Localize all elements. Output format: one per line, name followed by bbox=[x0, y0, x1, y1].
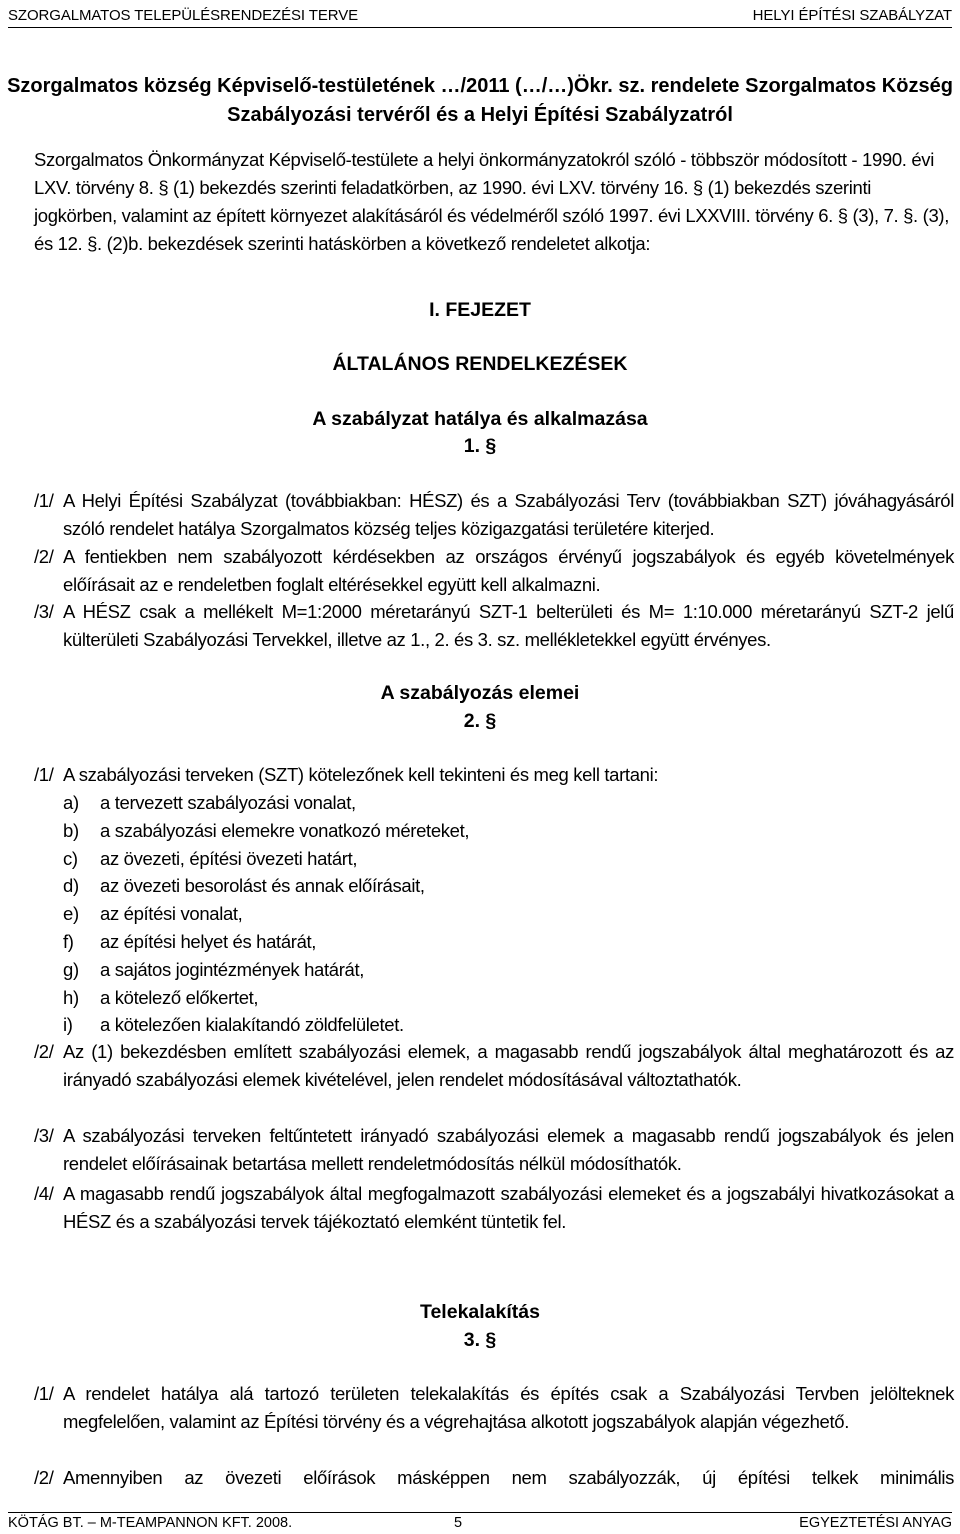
paragraph-text: A magasabb rendű jogszabályok által megfogalmazott szabályozási elemeket és a jogszabályi hivatkozásokat a HÉSZ és a szabályozási tervek tájékoztató elemként tüntetik fel. bbox=[63, 1183, 954, 1232]
list-item-text: az építési helyet és határát, bbox=[100, 930, 317, 952]
section-3-paragraph-2 bbox=[34, 1464, 954, 1492]
running-footer bbox=[8, 1515, 952, 1534]
list-item bbox=[63, 817, 923, 845]
header-right: HELYI ÉPÍTÉSI SZABÁLYZAT bbox=[752, 6, 952, 24]
paragraph-text: A szabályozási terveken (SZT) kötelezőnek kell tekinteni és meg kell tartani: bbox=[63, 764, 659, 785]
section-1-heading: A szabályzat hatálya és alkalmazása bbox=[312, 408, 648, 430]
section-2-paragraph-4 bbox=[34, 1180, 954, 1236]
list-item-text: az övezeti, építési övezeti határt, bbox=[100, 847, 358, 869]
section-2-paragraph-1 bbox=[34, 761, 954, 789]
chapter-title: ÁLTALÁNOS RENDELKEZÉSEK bbox=[332, 353, 628, 375]
section-1-number: 1. § bbox=[463, 435, 497, 457]
section-1-paragraph-3 bbox=[34, 598, 954, 654]
list-item bbox=[63, 984, 923, 1012]
section-3-number: 3. § bbox=[463, 1329, 497, 1351]
list-marker: f) bbox=[63, 930, 74, 952]
section-1-paragraph-1 bbox=[34, 487, 954, 543]
paragraph-text: A fentiekben nem szabályozott kérdésekben az országos érvényű jogszabályok és egyéb követelmények előírásait az e rendeletben foglalt eltérésekkel együtt kell alkalmazni. bbox=[63, 546, 954, 595]
page-number: 5 bbox=[454, 1515, 463, 1531]
list-item-text: a kötelező előkertet, bbox=[100, 986, 259, 1008]
list-marker: a) bbox=[63, 792, 79, 813]
footer-rule bbox=[8, 1512, 952, 1513]
list-item-text: az övezeti besorolást és annak előírásait, bbox=[100, 875, 425, 897]
section-3-paragraph-1 bbox=[34, 1380, 954, 1436]
paragraph-number: /1/ bbox=[34, 490, 54, 511]
paragraph-text: Az (1) bekezdésben említett szabályozási elemek, a magasabb rendű jogszabályok által meghatározott és az irányadó szabályozási elemek kivételével, jelen rendelet módosításával változtathatók. bbox=[63, 1041, 954, 1090]
document-title bbox=[0, 72, 960, 130]
paragraph-text: Amennyiben az övezeti előírások másképpen nem szabályozzák, új építési telkek minimális bbox=[63, 1467, 954, 1488]
list-item bbox=[63, 1011, 923, 1039]
list-item-text: a szabályozási elemekre vonatkozó méreteket, bbox=[100, 819, 470, 841]
paragraph-number: /2/ bbox=[34, 546, 54, 567]
list-item bbox=[63, 900, 923, 928]
list-item bbox=[63, 789, 923, 817]
list-marker: i) bbox=[63, 1014, 73, 1036]
paragraph-number: /3/ bbox=[34, 1125, 54, 1146]
list-marker: e) bbox=[63, 903, 79, 925]
section-2-paragraph-3 bbox=[34, 1122, 954, 1178]
section-3-heading: Telekalakítás bbox=[420, 1301, 540, 1323]
section-2-heading: A szabályozás elemei bbox=[380, 682, 580, 704]
paragraph-number: /3/ bbox=[34, 601, 54, 622]
list-item-text: a tervezett szabályozási vonalat, bbox=[100, 792, 356, 813]
footer-right: EGYEZTETÉSI ANYAG bbox=[799, 1515, 952, 1531]
title-line-1: Szorgalmatos község Képviselő-testületének …/2011 (…/…)Ökr. sz. rendelete Szorgalmatos Község bbox=[7, 75, 953, 97]
list-item bbox=[63, 956, 923, 984]
header-left: SZORGALMATOS TELEPÜLÉSRENDEZÉSI TERVE bbox=[8, 6, 359, 24]
list-marker: d) bbox=[63, 875, 79, 897]
list-marker: g) bbox=[63, 958, 79, 980]
paragraph-number: /2/ bbox=[34, 1467, 54, 1488]
list-item bbox=[63, 872, 923, 900]
list-item-text: a kötelezően kialakítandó zöldfelületet. bbox=[100, 1014, 404, 1036]
preamble: Szorgalmatos Önkormányzat Képviselő-testülete a helyi önkormányzatokról szóló - többször módosított - 1990. évi LXV. törvény 8. § (1) bekezdés szerinti feladatkörben, az 1990. évi LXV. törvény 16. § (1) bekezdés szerinti jogkörben, valamint az épített környezet alakításáról és védelméről szóló 1997. évi LXXVIII. törvény 6. § (3), 7. §. (3), és 12. §. (2)b. bekezdések szerinti hatáskörben a következő rendeletet alkotja: bbox=[34, 149, 949, 254]
list-marker: b) bbox=[63, 819, 79, 841]
list-marker: c) bbox=[63, 847, 78, 869]
chapter-number: I. FEJEZET bbox=[429, 299, 531, 321]
header-rule bbox=[8, 27, 952, 28]
list-marker: h) bbox=[63, 986, 79, 1008]
paragraph-number: /4/ bbox=[34, 1183, 54, 1204]
list-item bbox=[63, 928, 923, 956]
section-2-number: 2. § bbox=[463, 710, 497, 732]
list-item-text: az építési vonalat, bbox=[100, 903, 243, 925]
list-item-text: a sajátos jogintézmények határát, bbox=[100, 958, 365, 980]
paragraph-number: /1/ bbox=[34, 764, 54, 785]
running-header bbox=[8, 4, 952, 26]
footer-left: KÖTÁG BT. – M-TEAMPANNON KFT. 2008. bbox=[8, 1515, 293, 1531]
section-2-paragraph-2 bbox=[34, 1038, 954, 1094]
paragraph-number: /2/ bbox=[34, 1041, 54, 1062]
list-item bbox=[63, 845, 923, 873]
paragraph-number: /1/ bbox=[34, 1383, 54, 1404]
requirements-list bbox=[63, 789, 923, 1039]
title-line-2: Szabályozási tervéről és a Helyi Építési Szabályzatról bbox=[227, 104, 733, 126]
paragraph-text: A szabályozási terveken feltűntetett irányadó szabályozási elemek a magasabb rendű jogszabályok és jelen rendelet előírásainak betartása mellett rendeletmódosítás nélkül módosíthatók. bbox=[63, 1125, 954, 1174]
paragraph-text: A HÉSZ csak a mellékelt M=1:2000 méretarányú SZT-1 belterületi és M= 1:10.000 méretarányú SZT-2 jelű külterületi Szabályozási Tervekkel, illetve az 1., 2. és 3. sz. mellékletekkel együtt érvényes. bbox=[63, 601, 954, 650]
paragraph-text: A rendelet hatálya alá tartozó területen telekalakítás és építés csak a Szabályozási Tervben jelölteknek megfelelően, valamint az Építési törvény és a végrehajtása alkotott jogszabályok alapján végezhető. bbox=[63, 1383, 954, 1432]
paragraph-text: A Helyi Építési Szabályzat (továbbiakban: HÉSZ) és a Szabályozási Terv (továbbiakban SZT) jóváhagyásáról szóló rendelet hatálya Szorgalmatos község teljes közigazgatási területére kiterjed. bbox=[63, 490, 954, 539]
section-1-paragraph-2 bbox=[34, 543, 954, 599]
